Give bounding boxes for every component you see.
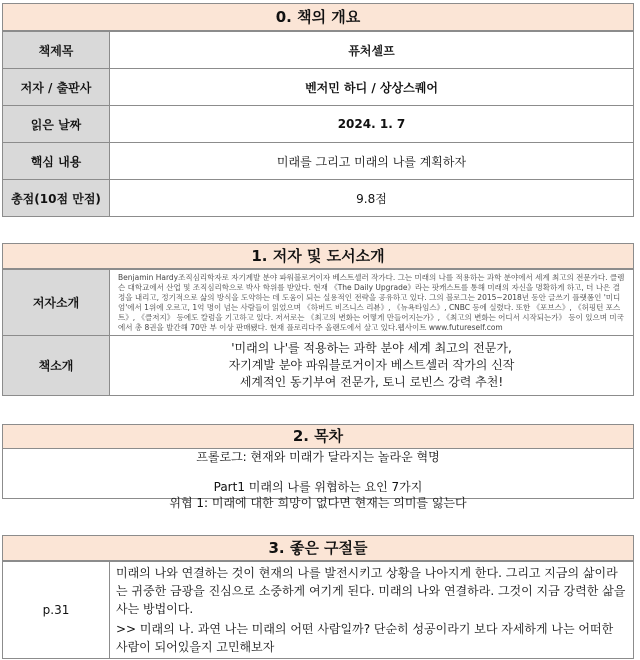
- quotes-section: [2, 535, 634, 659]
- table-row: [3, 69, 634, 106]
- read-date-value: 2024. 1. 7: [110, 106, 634, 143]
- table-row: [3, 106, 634, 143]
- key-content-value: 미래를 그리고 미래의 나를 계획하자: [110, 143, 634, 180]
- book-intro-label: 책소개: [3, 336, 110, 396]
- quote-text: 미래의 나와 연결하는 것이 현재의 나를 발전시키고 상황을 나아지게 한다. 그리고 지금의 삶이라는 귀중한 금광을 진심으로 소중하게 여기게 된다. 미래의 나와 연결하라. 그것이 지금 강력한 삶을 사는 방법이다.: [116, 566, 626, 616]
- author-book-title: 1. 저자 및 도서소개: [2, 243, 634, 269]
- author-intro-text: Benjamin Hardy조직심리학자로 자기계발 분야 파워블로거이자 베스트셀러 작가다. 그는 미래의 나를 적용하는 과학 분야에서 세계 최고의 전문가다. 클렘슨 대학교에서 산업 및 조직심리학으로 박사 학위를 받았다. 현재 《The Daily Upgrade》라는 팟캐스트를 통해 미래의 자신을 명확하게 하고, 더 나은 결정을 내리고, 정기적으로 삶의 방식을 도약하는 데 도움이 되는 실용적인 전략을 공유하고 있다. 그의 블로그는 2015~2018년 동안 글쓰기 플랫폼인 '미디엄'에서 1위에 오르고, 1억 명이 넘는 사람들이 읽었으며 《하버드 비즈니스 리뷰》, 《뉴욕타임스》, CNBC 등에 실렸다. 또한 《포브스》, 《허핑턴 포스트》, 《클저지》 등에도 칼럼을 기고하고 있다. 저서로는 《최고의 변화는 어떻게 만들어지는가》, 《최고의 변화는 어디서 시작되는가》 등이 있으며 미국에서 총 8권을 발간해 70만 부 이상 판매됐다. 현재 플로리다주 올랜도에서 살고 있다.웹사이트 www.futureself.com: [118, 272, 625, 332]
- book-title-value: 퓨처셀프: [110, 32, 634, 69]
- score-value: 9.8점: [110, 180, 634, 217]
- overview-table: [2, 31, 634, 217]
- author-book-section: [2, 243, 634, 396]
- key-content-label: 핵심 내용: [3, 143, 110, 180]
- author-publisher-value: 벤저민 하디 / 상상스퀘어: [110, 69, 634, 106]
- table-row: [3, 562, 634, 659]
- author-intro-cell: [110, 270, 634, 336]
- toc-line: 프롤로그: 현재와 미래가 달라지는 놀라운 혁명: [196, 450, 440, 464]
- quote-reflection: >> 미래의 나. 과연 나는 미래의 어떤 사람일까? 단순히 성공이라기 보다 자세하게 나는 어떠한 사람이 되어있을지 고민해보자: [116, 622, 614, 654]
- overview-title: 0. 책의 개요: [2, 3, 634, 31]
- table-row: [3, 143, 634, 180]
- quote-page: p.31: [3, 562, 110, 659]
- quote-cell: [110, 562, 634, 659]
- book-intro-line: 자기계발 분야 파워블로거이자 베스트셀러 작가의 신작: [228, 358, 515, 372]
- author-book-table: [2, 269, 634, 396]
- book-intro-line: 세계적인 동기부여 전문가, 토니 로빈스 강력 추천!: [239, 375, 504, 389]
- table-row: [3, 336, 634, 396]
- quotes-title: 3. 좋은 구절들: [2, 535, 634, 561]
- toc-title: 2. 목차: [2, 424, 634, 449]
- toc-line: Part1 미래의 나를 위협하는 요인 7가지: [213, 480, 423, 494]
- author-publisher-label: 저자 / 출판사: [3, 69, 110, 106]
- quotes-table: [2, 561, 634, 659]
- overview-section: [2, 3, 634, 217]
- book-intro-line: '미래의 나'를 적용하는 과학 분야 세계 최고의 전문가,: [231, 341, 512, 355]
- toc-line: 위협 1: 미래에 대한 희망이 없다면 현재는 의미를 잃는다: [169, 496, 467, 510]
- toc-list: [2, 449, 634, 510]
- book-intro-cell: [110, 336, 634, 396]
- table-row: [3, 180, 634, 217]
- table-row: [3, 270, 634, 336]
- score-label: 총점(10점 만점): [3, 180, 110, 217]
- book-title-label: 책제목: [3, 32, 110, 69]
- read-date-label: 읽은 날짜: [3, 106, 110, 143]
- author-intro-label: 저자소개: [3, 270, 110, 336]
- table-row: [3, 32, 634, 69]
- toc-section: [2, 424, 634, 510]
- toc-line: [3, 465, 633, 479]
